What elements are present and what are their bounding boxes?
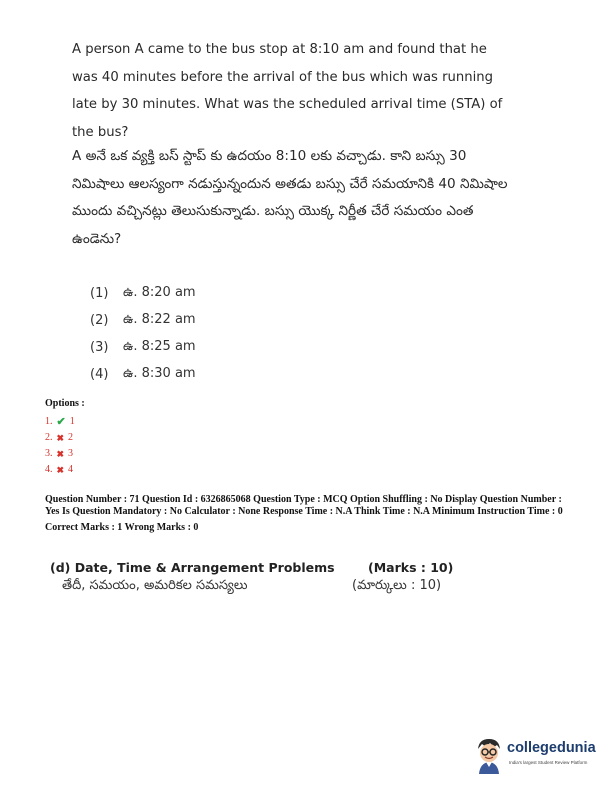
- answer-number: (3): [90, 340, 109, 355]
- brand-tagline: India's largest Student Review Platform: [509, 760, 588, 765]
- collegedunia-logo: [474, 736, 604, 776]
- options-title: Options :: [45, 398, 85, 409]
- option-item: [45, 414, 85, 430]
- answer-number: (4): [90, 367, 109, 382]
- option-value: 1: [69, 416, 75, 427]
- section-marks-telugu: (మార్కులు : 10): [352, 578, 442, 593]
- option-item: [45, 462, 85, 478]
- question-metadata: [45, 494, 565, 534]
- mascot-icon: [474, 736, 504, 774]
- option-index: 1.: [45, 416, 53, 427]
- option-value: 3: [68, 448, 74, 459]
- options-list: [45, 396, 85, 478]
- answer-text: ఉ. 8:22 am: [123, 311, 196, 327]
- answer-number: (1): [90, 286, 109, 301]
- answer-choices: [90, 280, 196, 388]
- option-index: 3.: [45, 448, 53, 459]
- option-value: 2: [68, 432, 74, 443]
- brand-name: collegedunia: [507, 740, 596, 756]
- answer-text: ఉ. 8:30 am: [123, 365, 196, 381]
- section-title-telugu: తేదీ, సమయం, అమరికల సమస్యలు: [62, 578, 248, 593]
- question-details: Question Number : 71 Question Id : 6326865068 Question Type : MCQ Option Shuffling : No Display Question Number : Yes Is Question Mandatory : No Calculator : None Response Time : N.A Think Time : N.A Minimum Instruction Time : 0: [45, 494, 563, 517]
- answer-text: ఉ. 8:20 am: [123, 284, 196, 300]
- answer-choice: [90, 334, 196, 361]
- question-telugu: A అనే ఒక వ్యక్తి బస్ స్టాప్ కు ఉదయం 8:10 లకు వచ్చాడు. కాని బస్సు 30 నిమిషాలు ఆలస్యంగా నడుస్తున్నందున అతడు బస్సు చేరే సమయానికి 40 నిమిషాల ముందు వచ్చినట్లు తెలుసుకున్నాడు. బస్సు యొక్క నిర్ణీత చేరే సమయం ఎంత ఉండెను?: [72, 148, 508, 247]
- section-title: (d) Date, Time & Arrangement Problems: [50, 560, 335, 575]
- option-index: 4.: [45, 464, 53, 475]
- option-index: 2.: [45, 432, 53, 443]
- option-value: 4: [68, 464, 74, 475]
- question-marks: Correct Marks : 1 Wrong Marks : 0: [45, 522, 199, 533]
- cross-icon: ✖: [56, 433, 65, 443]
- cross-icon: ✖: [56, 465, 65, 475]
- section-marks: (Marks : 10): [368, 560, 454, 575]
- answer-number: (2): [90, 313, 109, 328]
- answer-choice: [90, 361, 196, 388]
- answer-text: ఉ. 8:25 am: [123, 338, 196, 354]
- check-icon: ✔: [56, 416, 66, 428]
- answer-choice: [90, 307, 196, 334]
- answer-choice: [90, 280, 196, 307]
- option-item: [45, 446, 85, 462]
- option-item: [45, 430, 85, 446]
- question-english: A person A came to the bus stop at 8:10 am and found that he was 40 minutes before the arrival of the bus which was running late by 30 minutes. What was the scheduled arrival time (STA) of the bus?: [72, 42, 503, 140]
- cross-icon: ✖: [56, 449, 65, 459]
